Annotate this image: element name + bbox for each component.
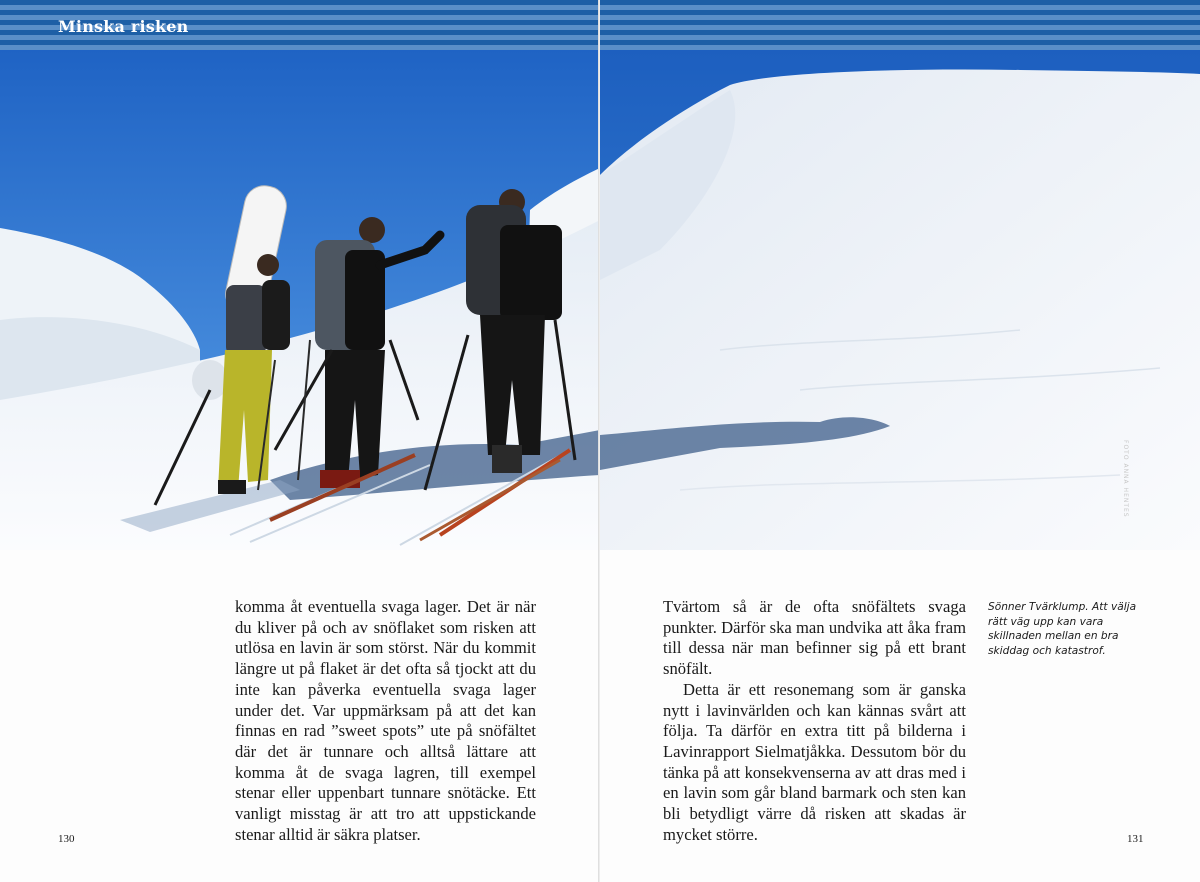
left-paragraph: komma åt eventuella svaga lager. Det är när du kliver på och av snöflaket som risken att utlösa en lavin är som störst. När du kommit längre ut på flaket är det ofta så tjockt att du inte kan påverka eventuella svaga lager under det. Var uppmärksam på att det kan finnas en rad ”sweet spots” ute på snöfältet där det är tunnare och alltså lättare att komma åt de svaga lagren, till exempel stenar eller uppenbart tunnare snötäcke. Ett vanligt misstag är att tro att uppstickande stenar alltid är säkra platser. — [235, 597, 536, 844]
right-paragraph-2: Detta är ett resonemang som är ganska nytt i lavinvärlden och kan kännas svårt att följa. Ta därför en extra titt på bilderna i Lavinrapport Sielmatjåkka. Dessutom bör du tänka på att konsekvenserna av att dras med i en lavin som går bland barmark och sten kan bli betydligt värre då risken att skadas är mycket större. — [663, 679, 966, 844]
right-body-text — [663, 597, 966, 845]
left-body-text — [235, 597, 536, 845]
book-gutter — [598, 0, 600, 882]
section-title: Minska risken — [58, 17, 189, 36]
photo-caption: Sönner Tvärklump. Att välja rätt väg upp kan vara skillnaden mellan en bra skiddag och katastrof. — [988, 601, 1137, 657]
photo-right-half — [600, 50, 1200, 550]
page-number-right: 131 — [1127, 833, 1144, 845]
ski-touring-photo — [0, 50, 600, 550]
right-page — [600, 0, 1200, 882]
photo-credit: FOTO ANNA HENTES — [1122, 440, 1129, 518]
right-paragraph-1: Tvärtom så är de ofta snöfältets svaga punkter. Därför ska man undvika att åka fram till dessa när man befinner sig på ett brant snöfält. — [663, 597, 966, 679]
header-stripes-right — [600, 0, 1200, 50]
page-number-left: 130 — [58, 833, 75, 845]
photo-left-half — [0, 50, 600, 550]
snow-slope-photo — [600, 50, 1200, 550]
